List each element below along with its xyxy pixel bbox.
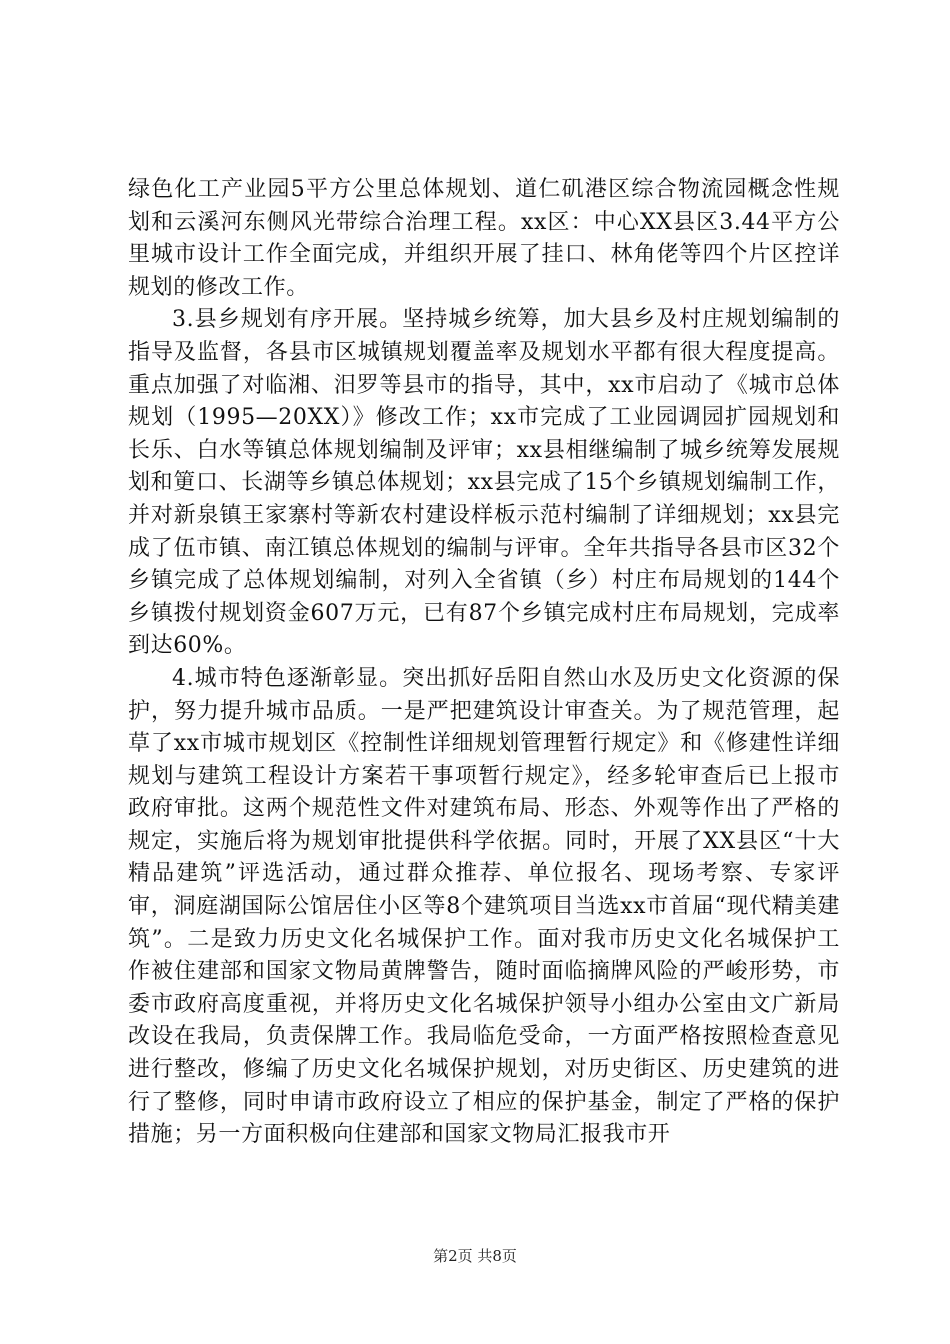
- paragraph-city-features: 4.城市特色逐渐彰显。突出抓好岳阳自然山水及历史文化资源的保护，努力提升城市品质。一是严把建筑设计审查关。为了规范管理，起草了xx市城市规划区《控制性详细规划管理暂行规定》和《修建性详细规划与建筑工程设计方案若干事项暂行规定》，经多轮审查后已上报市政府审批。这两个规范性文件对建筑布局、形态、外观等作出了严格的规定，实施后将为规划审批提供科学依据。同时，开展了XX县区“十大精品建筑”评选活动，通过群众推荐、单位报名、现场考察、专家评审，洞庭湖国际公馆居住小区等8个建筑项目当选xx市首届“现代精美建筑”。二是致力历史文化名城保护工作。面对我市历史文化名城保护工作被住建部和国家文物局黄牌警告，随时面临摘牌风险的严峻形势，市委市政府高度重视，并将历史文化名城保护领导小组办公室由文广新局改设在我局，负责保牌工作。我局临危受命，一方面严格按照检查意见进行整改，修编了历史文化名城保护规划，对历史街区、历史建筑的进行了整修，同时申请市政府设立了相应的保护基金，制定了严格的保护措施；另一方面积极向住建部和国家文物局汇报我市开: [128, 665, 840, 1148]
- page-footer: 第2页 共8页: [433, 1247, 517, 1265]
- paragraph-continuation: 绿色化工产业园5平方公里总体规划、道仁矶港区综合物流园概念性规划和云溪河东侧风光带综合治理工程。xx区：中心XX县区3.44平方公里城市设计工作全面完成，并组织开展了挂口、林角佬等四个片区控详规划的修改工作。: [128, 177, 840, 300]
- paragraph-county-planning: 3.县乡规划有序开展。坚持城乡统筹，加大县乡及村庄规划编制的指导及监督，各县市区城镇规划覆盖率及规划水平都有很大程度提高。重点加强了对临湘、汨罗等县市的指导，其中，xx市启动了《城市总体规划（1995—20XX）》修改工作；xx市完成了工业园调园扩园规划和长乐、白水等镇总体规划编制及评审；xx县相继编制了城乡统筹发展规划和筻口、长湖等乡镇总体规划；xx县完成了15个乡镇规划编制工作，并对新泉镇王家寨村等新农村建设样板示范村编制了详细规划；xx县完成了伍市镇、南江镇总体规划的编制与评审。全年共指导各县市区32个乡镇完成了总体规划编制，对列入全省镇（乡）村庄布局规划的144个乡镇拨付规划资金607万元，已有87个乡镇完成村庄布局规划，完成率到达60%。: [128, 307, 840, 659]
- document-body: [128, 174, 840, 1152]
